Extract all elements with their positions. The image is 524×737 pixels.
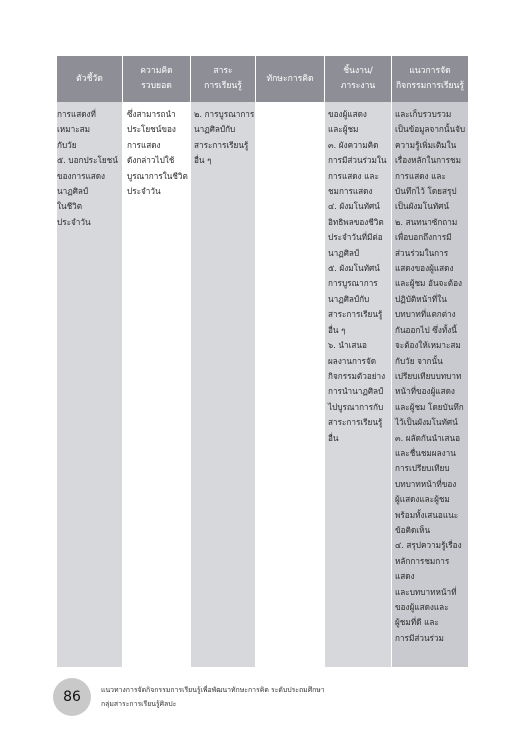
curriculum-table	[57, 56, 468, 667]
header-activities: แนวการจัด กิจกรรมการเรียนรู้	[395, 66, 465, 91]
cell-concept: ซึ่งสามารถนำ ประโยชน์ของ การแสดง ดังกล่าวไปใช้ บูรณาการในชีวิต ประจำวัน	[127, 109, 188, 197]
page-number: 86	[53, 678, 91, 716]
header-concept: ความคิด รวบยอด	[140, 66, 173, 91]
footer-line-1: แนวทางการจัดกิจกรรมการเรียนรู้เพื่อพัฒนาทักษะการคิด ระดับประถมศึกษา	[101, 686, 325, 694]
cell-indicator: การแสดงที่ เหมาะสม กับวัย ๕. บอกประโยชน์ ของการแสดง นาฏศิลป์ ในชีวิต ประจำวัน	[57, 109, 118, 227]
cell-content: ๒. การบูรณาการ นาฏศิลป์กับ สาระการเรียนรู้ อื่น ๆ	[194, 109, 255, 166]
column-divider	[324, 56, 325, 667]
header-indicator: ตัวชี้วัด	[76, 73, 103, 84]
header-thinking-skill: ทักษะการคิด	[266, 73, 314, 84]
column-divider	[122, 56, 123, 667]
column-divider	[391, 56, 392, 667]
footer-text	[101, 683, 325, 711]
cell-activities: และเก็บรวบรวม เป็นข้อมูลจากนั้นจับ ความรู้เพิ่มเติมใน เรื่องหลักในการชม การแสดง และ บันทึกไว้ โดยสรุป เป็นผังมโนทัศน์ ๒. สนทนาซักถาม เพื่อบอกถึงการมี ส่วนร่วมในการ แสดงของผู้แสดง และผู้ชม อันจะต้อง ปฏิบัติหน้าที่ใน บทบาทที่แตกต่าง กันออกไป ซึ่งทั้งนี้ จะต้องให้เหมาะสม กับวัย จากนั้น เปรียบเทียบบทบาท หน้าที่ของผู้แสดง และผู้ชม โดยบันทึก ไว้เป็นผังมโนทัศน์ ๓. ผลัดกันนำเสนอ และชื่นชมผลงาน การเปรียบเทียบ บทบาทหน้าที่ของ ผู้แสดงและผู้ชม พร้อมทั้งเสนอแนะ ข้อคิดเห็น ๔. สรุปความรู้เรื่อง หลักการชมการแสดง และบทบาทหน้าที่ ของผู้แสดงและ ผู้ชมที่ดี และ การมีส่วนร่วม	[395, 109, 466, 643]
column-divider	[190, 56, 191, 667]
cell-workpiece: ของผู้แสดง และผู้ชม ๓. ผังความคิด การมีส่วนร่วมใน การแสดง และ ชมการแสดง ๔. ผังมโนทัศน์ อิทธิพลของชีวิต ประจำวันที่มีต่อ นาฏศิลป์ ๕. ผังมโนทัศน์ การบูรณาการ นาฏศิลป์กับ สาระการเรียนรู้ อื่น ๆ ๖. นำเสนอ ผลงานการจัด กิจกรรมตัวอย่าง การนำนาฏศิลป์ ไปบูรณาการกับ สาระการเรียนรู้ อื่น	[328, 109, 387, 443]
header-workpiece: ชิ้นงาน/ ภาระงาน	[340, 66, 376, 91]
column-divider	[255, 56, 256, 667]
footer-line-2: กลุ่มสาระการเรียนรู้ศิลปะ	[101, 700, 177, 708]
header-content: สาระ การเรียนรู้	[204, 66, 242, 91]
